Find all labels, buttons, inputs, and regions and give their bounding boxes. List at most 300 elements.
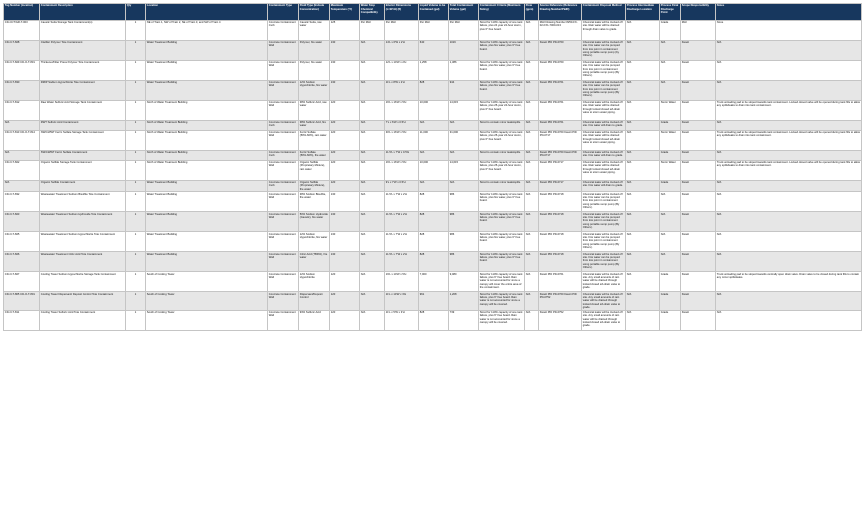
table-cell[interactable]: Sized to contain minor leaks/spills. [479, 180, 525, 192]
column-header[interactable]: Containment Description [40, 4, 126, 21]
table-cell[interactable]: CD-O-T-826 [4, 252, 40, 272]
table-cell[interactable]: 14,615 [449, 160, 479, 180]
table-cell[interactable]: 14,615 [449, 100, 479, 120]
table-cell[interactable]: N/A [626, 160, 660, 180]
table-cell[interactable]: Per MHI [449, 20, 479, 40]
table-cell[interactable]: CD-O-T-830 [4, 80, 40, 100]
table-cell[interactable]: 1 [126, 60, 146, 80]
table-cell[interactable]: N/A [525, 80, 539, 100]
table-cell[interactable]: 10,000 [419, 100, 449, 120]
table-cell[interactable]: Kiewit [681, 160, 716, 180]
table-cell[interactable]: 1016 [449, 40, 479, 60]
table-cell[interactable]: North of Water Treatment Building [146, 150, 268, 160]
table-cell[interactable]: N/A [360, 130, 385, 150]
table-cell[interactable]: Chemical leaks will be trucked off site. Fire water can be pumped from low point in containment using portable sump pump (By Others). [582, 212, 626, 232]
table-cell[interactable]: Kiewit [681, 120, 716, 130]
table-cell[interactable]: 38% Sulfuric Acid, raw water [299, 100, 330, 120]
table-cell[interactable]: N/A [525, 150, 539, 160]
table-cell[interactable]: N/A [660, 60, 681, 80]
column-header[interactable]: Notes [716, 4, 862, 21]
table-cell[interactable]: Water Treatment Building [146, 232, 268, 252]
table-cell[interactable]: 11'L x 5'W x 3'H [385, 310, 419, 330]
table-cell[interactable]: N/A [626, 60, 660, 80]
table-cell[interactable]: N/A [626, 100, 660, 120]
table-cell[interactable]: 120 [330, 100, 360, 120]
table-cell[interactable]: 1 [126, 130, 146, 150]
table-cell[interactable]: Kiewit PID PD-0717 [539, 160, 582, 180]
table-cell[interactable]: 12'L x 10'W x 2'H [385, 60, 419, 80]
table-cell[interactable]: CD-O-T-827 [4, 272, 40, 292]
table-cell[interactable]: Kiewit [681, 80, 716, 100]
table-cell[interactable]: Sized for 110% capacity of one tank failure, plus fire water, plus 6" free board. [479, 80, 525, 100]
table-cell[interactable]: 1 [126, 232, 146, 252]
column-header[interactable]: Containment Disposal Method [582, 4, 626, 21]
table-cell[interactable]: North of Water Treatment Building [146, 100, 268, 120]
table-cell[interactable]: Sized for 110% capacity of one tank failure, plus 25-year 24-hour storm, plus 6" free board. [479, 130, 525, 150]
table-cell[interactable]: N/A [626, 130, 660, 150]
table-cell[interactable]: N/A [525, 180, 539, 192]
table-cell[interactable]: Chemical leaks will be trucked off site. Fire water will drain to grade. [582, 120, 626, 130]
table-cell[interactable]: N/A [419, 150, 449, 160]
table-cell[interactable]: N/A [716, 80, 862, 100]
table-cell[interactable]: Wastewater Treatment Citric Acid Tote Containment [40, 252, 126, 272]
table-cell[interactable]: 11,000 [419, 130, 449, 150]
table-cell[interactable]: Kiewit PID PD-0717 [539, 180, 582, 192]
table-cell[interactable]: Kiewit [681, 130, 716, 150]
table-cell[interactable]: Kiewit [681, 232, 716, 252]
column-header[interactable]: Process Intermediate Discharge Location [626, 4, 660, 21]
table-cell[interactable]: Chemical leaks will be trucked off site. Fire water will drain to grade. [582, 150, 626, 160]
table-cell[interactable]: N/A [360, 192, 385, 212]
table-cell[interactable]: Sized for 110% capacity of one tank failure, plus fire water, plus 6" free board. [479, 232, 525, 252]
table-cell[interactable]: 1 [126, 160, 146, 180]
table-cell[interactable]: Water Treatment Building [146, 180, 268, 192]
table-cell[interactable]: 1,208 [449, 292, 479, 310]
table-cell[interactable]: 120 [330, 160, 360, 180]
table-cell[interactable]: N/A [716, 310, 862, 330]
table-cell[interactable]: 1 [126, 150, 146, 160]
table-cell[interactable]: Water Treatment Building [146, 192, 268, 212]
table-cell[interactable]: N/A [716, 292, 862, 310]
table-cell[interactable]: 11.5'L x 7'W x 2'H [385, 232, 419, 252]
table-cell[interactable]: N/A [449, 150, 479, 160]
table-cell[interactable]: Kiewit [681, 40, 716, 60]
table-cell[interactable]: 130 [330, 212, 360, 232]
table-cell[interactable]: Sized for 110% capacity of one tank failure, plus fire water, plus 6" free board. [479, 252, 525, 272]
table-cell[interactable]: North of Water Treatment Building [146, 120, 268, 130]
table-cell[interactable]: N/A [4, 120, 40, 130]
table-cell[interactable]: Ferric Sulfate (50%-60%), fire water [299, 150, 330, 160]
table-cell[interactable]: Concrete Containment Wall [268, 100, 299, 120]
table-cell[interactable]: 93% Sulfuric Acid [299, 310, 330, 330]
table-cell[interactable]: N/A [360, 212, 385, 232]
table-cell[interactable]: 120 [330, 310, 360, 330]
column-header[interactable]: Water Stop Chemical Compatibility [360, 4, 385, 21]
table-cell[interactable]: N/A [525, 100, 539, 120]
table-cell[interactable]: 7'L x 6'W x 0.5'H [385, 120, 419, 130]
table-cell[interactable]: N/A [525, 40, 539, 60]
table-cell[interactable]: N/A [360, 150, 385, 160]
table-cell[interactable]: Grade [660, 310, 681, 330]
table-cell[interactable]: N/A [626, 150, 660, 160]
table-cell[interactable]: Kiewit PID PD-0761 [539, 272, 582, 292]
table-cell[interactable]: 828 [419, 192, 449, 212]
table-cell[interactable]: N/A [626, 192, 660, 212]
table-cell[interactable]: 19'L x 10'W x 5'H [385, 272, 419, 292]
table-cell[interactable]: 828 [419, 212, 449, 232]
table-cell[interactable]: CD-O-T-825 [4, 232, 40, 252]
table-cell[interactable]: Kiewit [681, 180, 716, 192]
table-cell[interactable]: Truck unloading pad to be sloped towards tank containment. Locked closed valve will be opened during tank fills to allow any spills/leaks to drain into tank containment. [716, 100, 862, 120]
table-cell[interactable]: 9'L x 7'W x 0.5'H [385, 180, 419, 192]
table-cell[interactable]: N/A [660, 212, 681, 232]
table-cell[interactable]: SW/CWWT Ferric Sulfate Containment [40, 150, 126, 160]
table-cell[interactable]: N/A [716, 192, 862, 212]
table-cell[interactable]: Kiewit PID PD-0761 [539, 100, 582, 120]
table-cell[interactable]: Concrete Containment Curb [268, 120, 299, 130]
table-cell[interactable]: Chemical leaks will be trucked off site. Any small amounts of rain water will be drained through locked closed siA drain valve to grade. [582, 310, 626, 330]
table-cell[interactable]: N/A [360, 232, 385, 252]
table-cell[interactable]: 828 [419, 80, 449, 100]
table-cell[interactable]: Kiewit PID PD-0718 [539, 232, 582, 252]
table-cell[interactable]: Chemical leaks will be trucked off site. Fire water can be pumped from low point in containment using portable sump pump (By Others). [582, 252, 626, 272]
table-cell[interactable]: Sized for 110% capacity of one tank failure, plus fire water, plus 6" free board. [479, 60, 525, 80]
table-cell[interactable]: Water Treatment Building [146, 80, 268, 100]
table-cell[interactable]: N/A [525, 310, 539, 330]
table-cell[interactable]: CD-O-T-823 [4, 212, 40, 232]
table-cell[interactable]: Storm Water [660, 160, 681, 180]
table-cell[interactable]: N/A [360, 120, 385, 130]
table-cell[interactable]: N/A [626, 310, 660, 330]
table-cell[interactable]: North of Water Treatment Building [146, 160, 268, 180]
table-cell[interactable]: N/A [660, 192, 681, 212]
table-cell[interactable]: Storm Water [660, 130, 681, 150]
table-cell[interactable]: 30'L x 16'W x 5'H [385, 130, 419, 150]
table-cell[interactable]: N/A [660, 252, 681, 272]
table-cell[interactable]: 120 [330, 150, 360, 160]
table-cell[interactable]: 130 [330, 80, 360, 100]
table-cell[interactable]: Water Treatment Building [146, 212, 268, 232]
table-cell[interactable]: 120 [330, 292, 360, 310]
table-cell[interactable]: N/A [360, 100, 385, 120]
table-cell[interactable]: 16'L x 16'W x 5'H [385, 160, 419, 180]
table-cell[interactable]: N/A [525, 252, 539, 272]
table-cell[interactable]: 1,258 [419, 60, 449, 80]
column-header[interactable]: Process Final Discharge Point [660, 4, 681, 21]
table-cell[interactable]: 1 [126, 180, 146, 192]
table-cell[interactable]: 130 [330, 232, 360, 252]
table-cell[interactable]: Grade [660, 292, 681, 310]
table-cell[interactable]: Kiewit PID PD-0718 [539, 192, 582, 212]
table-cell[interactable]: Cooling Tower Dispersant/ Deposit Control Tote Containment [40, 292, 126, 310]
table-cell[interactable]: Concrete Containment Wall [268, 60, 299, 80]
table-cell[interactable]: Chemical leaks will be trucked off site. Fire water can be pumped from low point in containment using portable sump pump (By Others). [582, 232, 626, 252]
table-cell[interactable]: South of Cooling Tower [146, 292, 268, 310]
table-cell[interactable]: Wastewater Treatment Sodium Hydroxide Tote Containment [40, 212, 126, 232]
column-header[interactable]: Fluid Type (Include Concentration) [299, 4, 330, 21]
table-cell[interactable]: 1 [126, 272, 146, 292]
table-cell[interactable]: Chemical leaks will be trucked off site. Fire water can be pumped from low point in containment using portable sump pump (By Others). [582, 60, 626, 80]
table-cell[interactable]: Kiewit PID PD-0761 [539, 80, 582, 100]
table-cell[interactable]: MHI Drawing Number 8250-FX-02-FX1-7000-013 [539, 20, 582, 40]
table-cell[interactable]: Polymer, fire water [299, 60, 330, 80]
table-cell[interactable]: CD-O-T-822 [4, 160, 40, 180]
table-cell[interactable]: N/A [660, 232, 681, 252]
table-cell[interactable]: 12% Sodium Hypochlorite [299, 272, 330, 292]
table-cell[interactable]: N/A [360, 252, 385, 272]
table-cell[interactable]: NE of Train 1, NW of Train 2, SE of Train 3, and SW of Train 4 [146, 20, 268, 40]
table-cell[interactable]: Wastewater Treatment Sodium Bisulfite Tote Containment [40, 192, 126, 212]
table-cell[interactable]: N/A [419, 180, 449, 192]
table-cell[interactable]: 11.5'L x 7'W x 2'H [385, 212, 419, 232]
table-cell[interactable]: 1 [126, 292, 146, 310]
table-cell[interactable]: 1,386 [449, 60, 479, 80]
table-cell[interactable]: N/A [525, 192, 539, 212]
table-cell[interactable]: Grade [660, 20, 681, 40]
table-cell[interactable]: Concrete Containment Curb [268, 20, 299, 40]
table-cell[interactable]: 16'L x 16'W x 5'H [385, 100, 419, 120]
table-cell[interactable]: N/A [525, 130, 539, 150]
table-cell[interactable]: Sized for 110% capacity of one tank failure, plus 6" free board. Rain water is not accounted for since a canopy will be covered. [479, 292, 525, 310]
table-cell[interactable]: Kiewit [681, 272, 716, 292]
table-cell[interactable]: N/A [419, 120, 449, 130]
table-cell[interactable]: Thickener/Filter Press Polymer Tote Containment [40, 60, 126, 80]
table-cell[interactable]: Per MHI [360, 20, 385, 40]
table-cell[interactable]: MHI [681, 20, 716, 40]
table-cell[interactable]: 12% Sodium Hypochlorite, fire water [299, 80, 330, 100]
table-cell[interactable]: N/A [716, 120, 862, 130]
table-cell[interactable]: 828 [419, 232, 449, 252]
table-cell[interactable]: 38% Sodium Bisulfite, fire water [299, 192, 330, 212]
table-cell[interactable]: Polymer, fire water [299, 40, 330, 60]
column-header[interactable]: Maximum Temperature (°F) [330, 4, 360, 21]
table-cell[interactable]: N/A [716, 60, 862, 80]
table-cell[interactable]: Chemical leaks will be trucked off site. Rain water will be drained through drain valve to grade. [582, 20, 626, 40]
table-cell[interactable]: 120 [330, 272, 360, 292]
table-cell[interactable]: N/A [525, 292, 539, 310]
table-cell[interactable]: Concrete Containment Wall [268, 252, 299, 272]
table-cell[interactable]: Chemical leaks will be trucked off site. Fire water can be pumped from low point in containment using portable sump pump (By Others). [582, 80, 626, 100]
table-cell[interactable]: CD-O-T-828 [4, 40, 40, 60]
column-header[interactable]: Scope Responsibility [681, 4, 716, 21]
table-cell[interactable]: Kiewit PID PD-0760 [539, 40, 582, 60]
table-cell[interactable]: Dispersant/Deposit Control [299, 292, 330, 310]
table-cell[interactable]: Sized for 110% capacity of one tank failure, plus 6" free board. Rain water is not accounted for since a canopy will cover the entire area of the containment. [479, 272, 525, 292]
table-cell[interactable]: N/A [525, 120, 539, 130]
table-cell[interactable]: N/A [716, 40, 862, 60]
table-cell[interactable]: Concrete Containment Curb [268, 180, 299, 192]
table-cell[interactable]: Clarifier Polymer Tote Containment [40, 40, 126, 60]
table-cell[interactable]: N/A [660, 80, 681, 100]
table-cell[interactable]: Concrete Containment Wall [268, 130, 299, 150]
table-cell[interactable]: N/A [626, 232, 660, 252]
table-cell[interactable]: 986 [449, 212, 479, 232]
table-cell[interactable]: 11'L x 8'W x 2'H [385, 80, 419, 100]
table-cell[interactable]: 828 [419, 252, 449, 272]
column-header[interactable]: Containment Type [268, 4, 299, 21]
table-cell[interactable]: RMIP Sodium Hypochlorite Tote Containment [40, 80, 126, 100]
table-cell[interactable]: Sized for 110% capacity of one tank failure, plus 6" free board. Rain water is not accounted for since a canopy will be covered. [479, 310, 525, 330]
table-cell[interactable]: N/A [525, 212, 539, 232]
table-cell[interactable]: 1 [126, 40, 146, 60]
table-cell[interactable]: Kiewit PID PD-0760 [539, 60, 582, 80]
table-cell[interactable]: Concrete Containment Wall [268, 232, 299, 252]
table-cell[interactable]: Cooling Tower Sulfuric Acid Tote Containment [40, 310, 126, 330]
table-cell[interactable]: Chemical leaks will be trucked off site. Rain water will be drained through locked closed siA drain valve to storm water piping. [582, 100, 626, 120]
table-cell[interactable]: N/A [626, 40, 660, 60]
column-header[interactable]: Total Containment Volume (gal) [449, 4, 479, 21]
table-cell[interactable]: 1 [126, 252, 146, 272]
table-cell[interactable]: Chemical leaks will be trucked off site. Fire water will drain to grade. [582, 180, 626, 192]
table-cell[interactable]: Concrete Containment Wall [268, 310, 299, 330]
table-cell[interactable]: Sized for 110% capacity of one tank failure, plus 24 year 24-hour storm, plus 6" free board. [479, 20, 525, 40]
table-cell[interactable]: Kiewit PID PD-0760 Kiewit PID PD-0717 [539, 130, 582, 150]
table-cell[interactable]: 9,080 [449, 272, 479, 292]
table-cell[interactable]: CD-O-T-829 CD-O-T-831 [4, 60, 40, 80]
table-cell[interactable]: 130 [330, 252, 360, 272]
table-cell[interactable]: Sized for 110% capacity of one tank failure, plus fire water, plus 6" free board. [479, 40, 525, 60]
table-cell[interactable]: 125 [330, 20, 360, 40]
table-cell[interactable]: Caustic Soda Storage Tank Containment(s) [40, 20, 126, 40]
table-cell[interactable]: 130 [330, 40, 360, 60]
column-header[interactable]: Liquid Volume to be Contained (gal) [419, 4, 449, 21]
table-cell[interactable]: Water Treatment Building [146, 60, 268, 80]
table-cell[interactable]: 11'L x 10'W x 3'H [385, 292, 419, 310]
table-cell[interactable]: South of Cooling Tower [146, 310, 268, 330]
table-cell[interactable]: Citric Acid (TBD%), fire water [299, 252, 330, 272]
table-cell[interactable]: Truck unloading pad to be sloped towards tank containment. Locked closed valve will be opened during tank fills to allow any spills/leaks to drain into tank containment. [716, 160, 862, 180]
table-cell[interactable]: N/A [449, 180, 479, 192]
table-cell[interactable]: Organic Sulfide (Proprietary Mixture), rain water [299, 160, 330, 180]
table-cell[interactable]: Concrete Containment Wall [268, 272, 299, 292]
table-cell[interactable]: CD-O-T-812 [4, 100, 40, 120]
table-cell[interactable]: None [716, 20, 862, 40]
table-cell[interactable]: Truck unloading pad to be sloped towards tank containment. Locked closed valve will be opened during tank fills to allow any spills/leaks to drain into tank containment. [716, 130, 862, 150]
table-cell[interactable]: CD-O-T-832 [4, 192, 40, 212]
table-cell[interactable]: 1 [126, 20, 146, 40]
table-cell[interactable]: 120 [330, 180, 360, 192]
table-cell[interactable]: Kiewit [681, 192, 716, 212]
table-cell[interactable]: N/A [360, 40, 385, 60]
table-cell[interactable]: Chemical leaks will be trucked off site. Any small amounts of rain water will be drained through locked closed siA drain valve to grade. [582, 292, 626, 310]
table-cell[interactable]: NW/CWWT Ferric Sulfate Storage Tank Containment [40, 130, 126, 150]
table-cell[interactable]: Concrete Containment Wall [268, 292, 299, 310]
table-cell[interactable]: Chemical leaks will be trucked off site. Rain water will be drained through locked closed siA drain valve to storm water piping. [582, 160, 626, 180]
table-cell[interactable]: Grade [660, 150, 681, 160]
table-cell[interactable]: Kiewit PID PD-0760 Kiewit PID PD-0752 [539, 292, 582, 310]
table-cell[interactable]: 986 [449, 232, 479, 252]
table-cell[interactable]: N/A [525, 20, 539, 40]
table-cell[interactable]: Sized for 110% capacity of one tank failure, plus fire water, plus 6" free board. [479, 212, 525, 232]
table-cell[interactable]: N/A [626, 20, 660, 40]
table-cell[interactable]: 11.5'L x 7'W x 0.5'H [385, 150, 419, 160]
table-cell[interactable]: Sized for 110% capacity of one tank failure, plus 25-year 24-hour storm, plus 6" free board. [479, 100, 525, 120]
table-cell[interactable]: N/A [360, 272, 385, 292]
table-cell[interactable]: Storm Water [660, 100, 681, 120]
table-cell[interactable]: 31,000 [449, 130, 479, 150]
table-cell[interactable]: N/A [626, 180, 660, 192]
table-cell[interactable]: N/A [360, 292, 385, 310]
table-cell[interactable]: N/A [626, 80, 660, 100]
table-cell[interactable]: 640 [419, 40, 449, 60]
table-cell[interactable]: N/A [716, 150, 862, 160]
table-cell[interactable]: N/A [360, 180, 385, 192]
table-cell[interactable]: 828 [419, 310, 449, 330]
column-header[interactable]: Qty [126, 4, 146, 21]
table-cell[interactable]: N/A [716, 180, 862, 192]
table-cell[interactable]: Raw Water Sulfuric Acid Storage Tank Containment [40, 100, 126, 120]
table-cell[interactable]: N/A [626, 212, 660, 232]
table-cell[interactable]: Chemical leaks will be trucked off site. Fire water can be pumped from low point in containment using portable sump pump (By Others). [582, 192, 626, 212]
table-cell[interactable]: Per MHI [385, 20, 419, 40]
table-cell[interactable]: Concrete Containment Wall [268, 40, 299, 60]
table-cell[interactable]: 12% Sodium Hypochlorite, fire water [299, 232, 330, 252]
table-cell[interactable]: 1 [126, 120, 146, 130]
table-cell[interactable]: 14'L x 6'W x 2'H [385, 40, 419, 60]
table-cell[interactable]: 739 [449, 310, 479, 330]
table-cell[interactable]: N/A [626, 292, 660, 310]
table-cell[interactable]: CD-O-T-811 [4, 310, 40, 330]
table-cell[interactable]: Grade [660, 180, 681, 192]
table-cell[interactable]: 130 [330, 60, 360, 80]
table-cell[interactable]: N/A [4, 180, 40, 192]
table-cell[interactable]: Per MHI [419, 20, 449, 40]
table-cell[interactable]: Sized for 110% capacity of one tank failure, plus fire water, plus 6" free board. [479, 192, 525, 212]
table-cell[interactable]: 50% Sodium Hydroxide (Caustic), fire water [299, 212, 330, 232]
table-cell[interactable]: Chemical leaks will be trucked off site. Rain water will be drained through locked closed siA drain valve to storm water piping. [582, 130, 626, 150]
table-cell[interactable]: N/A [360, 80, 385, 100]
table-cell[interactable]: Kiewit PID PD-0761 [539, 120, 582, 130]
column-header[interactable]: Containment Criteria (Maximum Sizing) [479, 4, 525, 21]
table-cell[interactable]: Kiewit PID PD-0718 [539, 252, 582, 272]
table-cell[interactable]: Concrete Containment Curb [268, 150, 299, 160]
table-cell[interactable]: Sized for 110% capacity of one tank failure, plus 25-year 24-hour storm, plus 6" free board. [479, 160, 525, 180]
table-cell[interactable]: Kiewit PID PD-0718 [539, 212, 582, 232]
table-cell[interactable]: Kiewit [681, 212, 716, 232]
table-cell[interactable]: Water Treatment Building [146, 252, 268, 272]
table-cell[interactable]: Organic Sulfide (Proprietary Mixture), fire water [299, 180, 330, 192]
table-cell[interactable]: N/A [360, 160, 385, 180]
table-cell[interactable]: N/A [4, 150, 40, 160]
table-cell[interactable]: 11.5'L x 7'W x 2'H [385, 252, 419, 272]
column-header[interactable]: Source Reference (Reference Drawing Number/P&ID) [539, 4, 582, 21]
table-cell[interactable]: 1 [126, 212, 146, 232]
table-cell[interactable]: CD-O-T-805 CD-O-T-801 [4, 292, 40, 310]
table-cell[interactable]: Concrete Containment Wall [268, 160, 299, 180]
table-cell[interactable]: Kiewit [681, 150, 716, 160]
table-cell[interactable]: Caustic Soda, raw water [299, 20, 330, 40]
table-cell[interactable]: Ferric Sulfate (50%-60%), rain water [299, 130, 330, 150]
table-cell[interactable]: Organic Sulfide Containment [40, 180, 126, 192]
table-cell[interactable]: N/A [716, 252, 862, 272]
table-cell[interactable]: N/A [525, 60, 539, 80]
table-cell[interactable]: 11.5'L x 7'W x 2'H [385, 192, 419, 212]
table-cell[interactable]: Concrete Containment Wall [268, 80, 299, 100]
column-header[interactable]: Flow (gpm) [525, 4, 539, 21]
table-cell[interactable]: Kiewit [681, 252, 716, 272]
table-cell[interactable]: N/A [360, 310, 385, 330]
table-cell[interactable]: Cooling Tower Sodium Hypochlorite Storage Tank Containment [40, 272, 126, 292]
table-cell[interactable]: 961 [419, 292, 449, 310]
table-cell[interactable]: 7,000 [419, 272, 449, 292]
table-cell[interactable]: Chemical leaks will be trucked off site. Fire water can be pumped from low point in containment using portable sump pump (by Others). [582, 40, 626, 60]
table-cell[interactable]: 1 [126, 310, 146, 330]
column-header[interactable]: Interior Dimensions (L×W×H) (ft) [385, 4, 419, 21]
table-cell[interactable]: Truck unloading pad to be sloped towards centrally open drain valve. Drain valve to be closed during tank fills to contain any minor spills/leaks. [716, 272, 862, 292]
table-cell[interactable]: Kiewit PID PD-0760 Kiewit PID PD-0717 [539, 150, 582, 160]
table-cell[interactable]: N/A [525, 160, 539, 180]
table-cell[interactable]: Kiewit [681, 292, 716, 310]
